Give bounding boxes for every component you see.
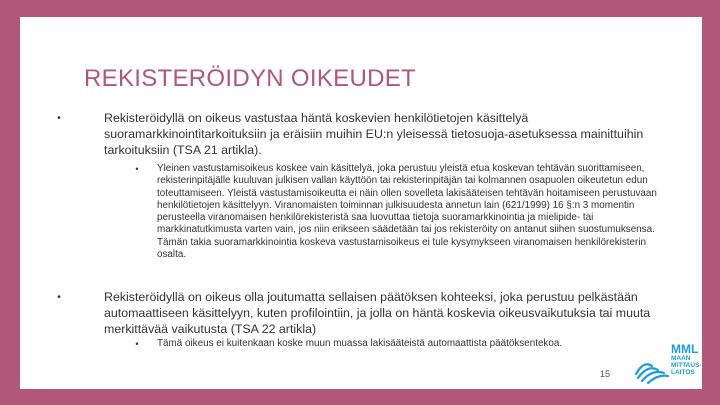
bullet-1-text: Rekisteröidyllä on oikeus vastustaa häntä koskevien henkilötietojen käsittelyä suoramarkkinointitarkoituksiin ja eräisiin muihin EU:n yleisessä tietosuoja-asetuksessa mainittuihin tarkoituksiin (TSA 21 artikla). xyxy=(104,111,644,157)
sub-bullet-2-text: Tämä oikeus ei kuitenkaan koske muun muassa lakisääteistä automaattista päätöksentekoa. xyxy=(157,338,563,349)
logo-line-1: MAAN xyxy=(671,355,691,362)
logo-line-3: LAITOS xyxy=(671,369,695,376)
mml-logo-icon xyxy=(632,340,672,384)
sub-bullet-1-text: Yleinen vastustamisoikeus koskee vain käsittelyä, joka perustuu yleistä etua koskevan tehtävän suorittamiseen, rekisterinpitäjälle kuuluvan julkisen vallan käyttöön tai rekisterinpitäjän tai kolmannen osapuolen oikeutetun edun toteuttamiseen. Yleistä vastustamisoikeutta ei näin ollen sovelleta lakisääteisen tehtävän hoitamiseen perustuvaan henkilötietojen käsittelyyn. Viranomaisten toiminnan julkisuudesta annetun lain (621/1999) 16 §:n 3 momentin perusteella viranomaisen henkilörekisteristä saa luovuttaa tietoja suoramarkkinointia ja mielipide- tai markkinatutkimusta varten vain, jos niin erikseen säädetään tai jos rekisteröity on antanut siihen suostumuksensa. Tämän takia suoramarkkinointia koskeva vastustamisoikeus ei tule kysymykseen viranomaisen henkilörekisterin osalta. xyxy=(157,163,657,261)
logo-line-2: MITTAUS- xyxy=(671,362,702,369)
bullet-marker: • xyxy=(57,113,61,124)
bullet-marker: • xyxy=(57,292,61,303)
page-number: 15 xyxy=(600,369,611,379)
sub-bullet-marker: • xyxy=(135,339,139,349)
sub-bullet-marker: • xyxy=(135,164,139,174)
logo-abbr: MML xyxy=(671,342,699,356)
slide-title: REKISTERÖIDYN OIKEUDET xyxy=(84,65,416,92)
bullet-2-text: Rekisteröidyllä on oikeus olla joutumatta sellaisen päätöksen kohteeksi, joka perustuu pelkästään automaattiseen käsittelyyn, kuten profilointiin, ja jolla on häntä koskevia oikeusvaikutuksia tai muuta merkittävää vaikutusta (TSA 22 artikla) xyxy=(104,290,651,336)
slide xyxy=(20,17,702,389)
mml-logo xyxy=(632,340,712,390)
